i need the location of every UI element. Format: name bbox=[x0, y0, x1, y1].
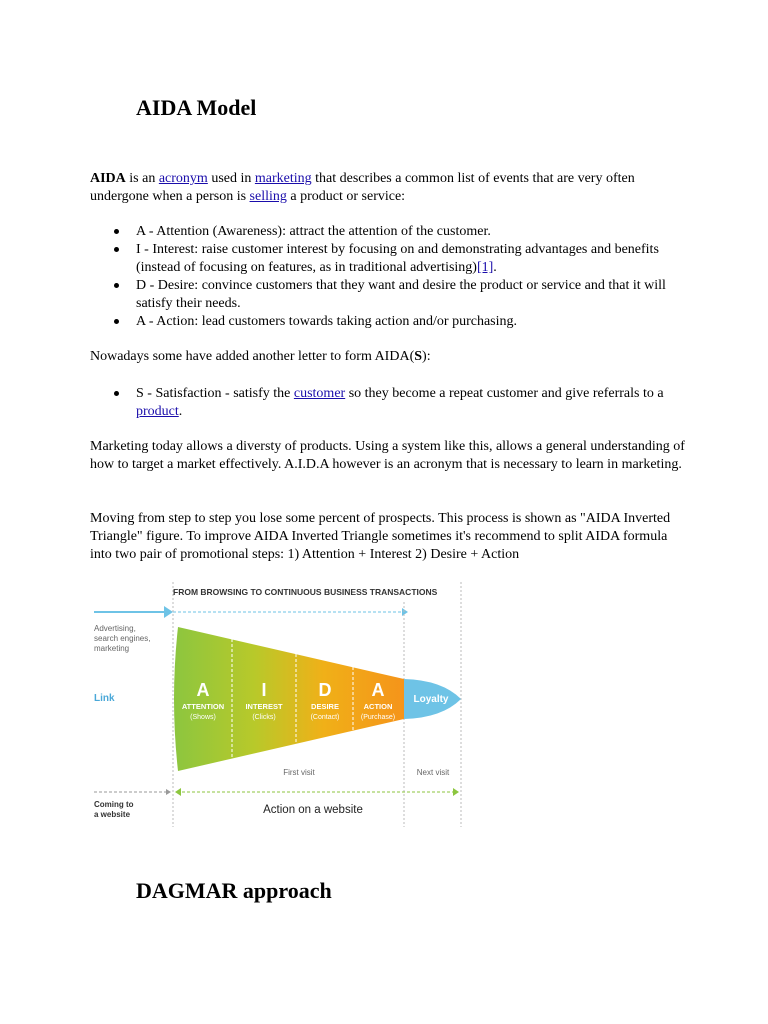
list-item-interest bbox=[90, 241, 690, 277]
coming-label-line-2: a website bbox=[94, 810, 131, 819]
satisfaction-list bbox=[90, 385, 690, 421]
satisfaction-text-3: . bbox=[178, 404, 183, 419]
reference-link-1[interactable]: [1] bbox=[476, 260, 494, 275]
action-on-website-label: Action on a website bbox=[263, 804, 363, 816]
stage-sub-attention: (Shows) bbox=[190, 714, 216, 721]
stage-letter-interest: I bbox=[261, 680, 267, 700]
bottom-arrow-head-left bbox=[175, 788, 181, 796]
link-marketing[interactable]: marketing bbox=[254, 171, 312, 186]
coming-label-line-1: Coming to bbox=[94, 800, 134, 809]
left-note-line-1: Advertising, bbox=[94, 624, 136, 633]
link-customer[interactable]: customer bbox=[293, 386, 346, 401]
aida-funnel-svg bbox=[92, 582, 464, 827]
section-heading-dagmar: DAGMAR approach bbox=[136, 878, 332, 903]
link-selling[interactable]: selling bbox=[249, 189, 287, 204]
interest-period: . bbox=[493, 260, 497, 275]
figure-top-title: FROM BROWSING TO CONTINUOUS BUSINESS TRANSACTIONS bbox=[173, 587, 438, 597]
stage-letter-desire: D bbox=[318, 680, 332, 700]
aida-bold: AIDA bbox=[90, 171, 126, 186]
link-acronym[interactable]: acronym bbox=[158, 171, 208, 186]
bottom-arrow-head-right bbox=[453, 788, 459, 796]
satisfaction-text-1: S - Satisfaction - satisfy the bbox=[136, 386, 294, 401]
stage-name-interest: INTEREST bbox=[245, 702, 283, 711]
marketing-paragraph: Marketing today allows a diversty of products. Using a system like this, allows a general understanding of how to target a market effectively. A.I.D.A however is an acronym that is necessary to learn in marketing. bbox=[90, 439, 685, 472]
list-item-attention: A - Attention (Awareness): attract the attention of the customer. bbox=[90, 223, 690, 241]
left-arrow-head bbox=[164, 606, 173, 618]
top-arrow-head bbox=[402, 608, 408, 616]
stage-name-desire: DESIRE bbox=[311, 702, 339, 711]
aidas-text-1: Nowadays some have added another letter to form AIDA( bbox=[90, 349, 415, 364]
stage-name-attention: ATTENTION bbox=[181, 702, 225, 711]
intro-text-3: that describes a common list of events that are very often undergone when a person is bbox=[90, 171, 635, 204]
intro-text-2: used in bbox=[207, 171, 255, 186]
list-item-action: A - Action: lead customers towards taking action and/or purchasing. bbox=[90, 313, 690, 331]
intro-text-1: is an bbox=[125, 171, 159, 186]
stage-sub-interest: (Clicks) bbox=[252, 714, 276, 721]
stage-sub-desire: (Contact) bbox=[310, 714, 340, 721]
link-product[interactable]: product bbox=[136, 404, 179, 419]
link-label: Link bbox=[94, 693, 115, 704]
aidas-bold-s: S bbox=[414, 349, 423, 364]
left-note-line-2: search engines, bbox=[94, 634, 151, 643]
aidas-text-2: ): bbox=[422, 349, 431, 364]
list-item-satisfaction bbox=[90, 385, 690, 421]
aida-steps-list bbox=[90, 223, 690, 331]
satisfaction-text-2: so they become a repeat customer and give referrals to a bbox=[345, 386, 664, 401]
stage-letter-attention: A bbox=[196, 680, 210, 700]
intro-text-4: a product or service: bbox=[286, 189, 406, 204]
intro-paragraph bbox=[90, 170, 690, 206]
left-note-line-3: marketing bbox=[94, 644, 130, 653]
first-visit-label: First visit bbox=[283, 768, 315, 777]
next-visit-label: Next visit bbox=[416, 768, 450, 777]
stage-name-action: ACTION bbox=[363, 702, 393, 711]
aidas-paragraph bbox=[90, 348, 690, 366]
list-item-desire: D - Desire: convince customers that they want and desire the product or service and that it will satisfy their needs. bbox=[90, 277, 690, 313]
page-title: AIDA Model bbox=[136, 95, 257, 120]
bottom-left-arrow-head bbox=[166, 789, 171, 795]
stage-sub-action: (Purchase) bbox=[360, 714, 396, 721]
stage-letter-action: A bbox=[371, 680, 385, 700]
inverted-triangle-paragraph: Moving from step to step you lose some percent of prospects. This process is shown as "AIDA Inverted Triangle" figure. To improve AIDA Inverted Triangle sometimes it's recommend to split AIDA formula into two pair of promotional steps: 1) Attention + Interest 2) Desire + Action bbox=[90, 511, 671, 562]
aida-funnel-figure bbox=[92, 582, 464, 827]
interest-text: I - Interest: raise customer interest by focusing on and demonstrating advantages and benefits (instead of focusing on features, as in traditional advertising) bbox=[136, 242, 659, 275]
loyalty-label: Loyalty bbox=[413, 694, 449, 705]
